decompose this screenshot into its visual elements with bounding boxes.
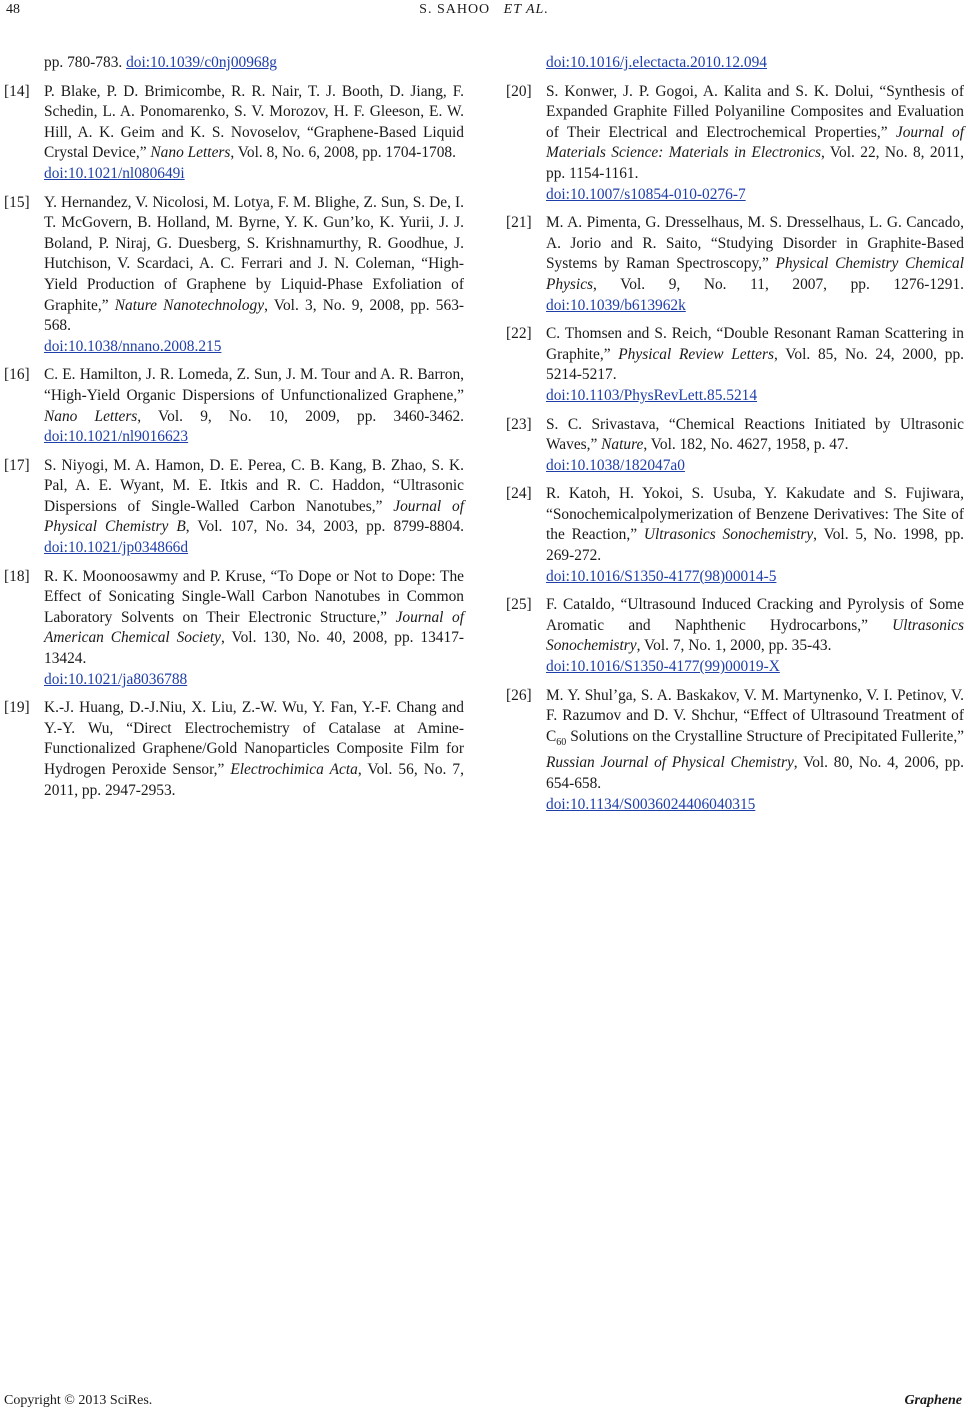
- reference-details: , Vol. 56, No. 7, 2011, pp. 2947-2953.: [44, 761, 464, 799]
- reference-number: [23]: [506, 415, 532, 433]
- reference-details: , Vol. 3, No. 9, 2008, pp. 563-568.: [44, 296, 465, 335]
- reference-number: [16]: [4, 366, 30, 384]
- reference-body: [44, 698, 464, 801]
- journal-name: Physical Chemistry Chemical Physics: [546, 255, 964, 293]
- doi-link[interactable]: doi:10.1039/b613962k: [546, 296, 686, 314]
- reference-body: [546, 82, 964, 206]
- reference-continued-text: pp. 780-783.: [44, 54, 127, 71]
- reference-body: [44, 456, 464, 559]
- reference-number: [24]: [506, 485, 532, 503]
- reference-number: [25]: [506, 596, 532, 614]
- journal-name: Ultrasonics Sonochemistry: [546, 616, 964, 655]
- doi-link[interactable]: doi:10.1134/S0036024406040315: [546, 795, 756, 813]
- reference-details: , Vol. 9, No. 10, 2009, pp. 3460-3462.: [137, 407, 464, 425]
- reference-details: , Vol. 130, No. 40, 2008, pp. 13417-13424.: [44, 629, 465, 668]
- reference-continued: [506, 53, 964, 74]
- reference-22: [506, 324, 964, 406]
- right-column: [506, 53, 964, 823]
- reference-text: M. A. Pimenta, G. Dresselhaus, M. S. Dresselhaus, L. G. Cancado, A. Jorio and R. Saito, “Studying Disorder in Graphite-Based Systems by Raman Spectroscopy,”: [546, 214, 964, 273]
- reference-body: [546, 484, 964, 587]
- reference-19: [4, 698, 464, 801]
- subscript: 60: [556, 736, 567, 748]
- journal-name: Nano Letters: [150, 144, 231, 162]
- reference-21: [506, 213, 964, 316]
- page-header: [0, 2, 968, 24]
- reference-number: [19]: [4, 699, 30, 717]
- doi-link[interactable]: doi:10.1038/182047a0: [546, 456, 685, 474]
- reference-continued: [4, 53, 464, 74]
- doi-link[interactable]: doi:10.1021/ja8036788: [44, 670, 188, 688]
- reference-number: [18]: [4, 567, 30, 585]
- reference-number: [22]: [506, 325, 532, 343]
- reference-15: [4, 193, 464, 358]
- reference-details: , Vol. 8, No. 6, 2008, pp. 1704-1708.: [230, 144, 456, 162]
- reference-details: , Vol. 85, No. 24, 2000, pp. 5214-5217.: [546, 345, 964, 384]
- journal-name: Nature Nanotechnology: [114, 296, 265, 314]
- reference-17: [4, 456, 464, 559]
- reference-18: [4, 567, 464, 691]
- doi-link[interactable]: doi:10.1007/s10854-010-0276-7: [546, 185, 746, 203]
- reference-body: [546, 415, 964, 477]
- doi-link[interactable]: doi:10.1016/j.electacta.2010.12.094: [546, 54, 767, 71]
- journal-name: Ultrasonics Sonochemistry: [643, 526, 814, 544]
- doi-link[interactable]: doi:10.1039/c0nj00968g: [126, 54, 278, 71]
- reference-details: , Vol. 80, No. 4, 2006, pp. 654-658.: [546, 754, 964, 793]
- running-head-authors: S. SAHOO: [419, 2, 491, 17]
- reference-text: S. Konwer, J. P. Gogoi, A. Kalita and S. K. Dolui, “Synthesis of Expanded Graphite Filled Polyaniline Composites and Evaluation of Their Electrical and Electrochemical Properties,”: [546, 82, 964, 141]
- left-column: [4, 53, 464, 809]
- doi-link[interactable]: doi:10.1021/nl9016623: [44, 428, 189, 446]
- reference-text: F. Cataldo, “Ultrasound Induced Cracking and Pyrolysis of Some Aromatic and Naphthenic Hydrocarbons,”: [546, 596, 964, 634]
- reference-text: P. Blake, P. D. Brimicombe, R. R. Nair, T. J. Booth, D. Jiang, F. Schedin, L. A. Ponomarenko, S. V. Morozov, H. F. Gleeson, E. W. Hill, A. K. Geim and K. S. Novoselov, “Graphene-Based Liquid Crystal Device,”: [44, 82, 464, 162]
- journal-name: Nature: [601, 436, 644, 454]
- reference-text-continued: Solutions on the Crystalline Structure of Precipitated Fullerite,”: [566, 727, 964, 745]
- journal-name: Journal of Materials Science: Materials in Electronics: [546, 123, 964, 162]
- reference-number: [20]: [506, 82, 532, 100]
- reference-details: , Vol. 22, No. 8, 2011, pp. 1154-1161.: [546, 144, 964, 182]
- reference-number: [17]: [4, 456, 30, 474]
- reference-body: [546, 324, 964, 406]
- reference-number: [26]: [506, 686, 532, 704]
- reference-text: M. Y. Shul’ga, S. A. Baskakov, V. M. Martynenko, V. I. Petinov, V. F. Razumov and D. V. Shchur, “Effect of Ultrasound Treatment of C: [546, 686, 964, 745]
- reference-text: S. Niyogi, M. A. Hamon, D. E. Perea, C. B. Kang, B. Zhao, S. K. Pal, A. E. Wyant, M. E. Itkis and R. C. Haddon, “Ultrasonic Dispersions of Single-Walled Carbon Nanotubes,”: [44, 456, 464, 515]
- page-number: 48: [6, 2, 20, 17]
- reference-body: [546, 686, 964, 816]
- reference-body: [44, 365, 464, 447]
- copyright-notice: Copyright © 2013 SciRes.: [4, 1393, 153, 1408]
- reference-text: Y. Hernandez, V. Nicolosi, M. Lotya, F. M. Blighe, Z. Sun, S. De, I. T. McGovern, B. Holland, M. Byrne, Y. K. Gun’ko, K. Yurii, J. J. Boland, P. Niraj, G. Duesberg, S. Krishnamurthy, R. Goodhue, J. Hutchison, V. Scardaci, A. C. Ferrari and J. N. Coleman, “High-Yield Production of Graphene by Liquid-Phase Exfoliation of Graphite,”: [44, 193, 464, 314]
- reference-text: K.-J. Huang, D.-J.Niu, X. Liu, Z.-W. Wu, Y. Fan, Y.-F. Chang and Y.-Y. Wu, “Direct Electrochemistry of Catalase at Amine-Functionalized Graphene/Gold Nanoparticles Composite Film for Hydrogen Peroxide Sensor,”: [44, 699, 464, 778]
- reference-number: [14]: [4, 82, 30, 100]
- reference-text: C. Thomsen and S. Reich, “Double Resonant Raman Scattering in Graphite,”: [546, 325, 964, 363]
- journal-name: Nano Letters: [44, 407, 138, 425]
- reference-20: [506, 82, 964, 206]
- reference-details: , Vol. 9, No. 11, 2007, pp. 1276-1291.: [593, 275, 964, 293]
- journal-name: Journal of American Chemical Society: [44, 608, 464, 647]
- doi-link[interactable]: doi:10.1016/S1350-4177(98)00014-5: [546, 567, 777, 585]
- journal-title: Graphene: [904, 1393, 962, 1408]
- reference-25: [506, 595, 964, 677]
- reference-text: R. Katoh, H. Yokoi, S. Usuba, Y. Kakudate and S. Fujiwara, “Sonochemicalpolymerization of Benzene Derivatives: The Site of the Reaction,”: [546, 485, 964, 544]
- reference-16: [4, 365, 464, 447]
- running-head-et-al: ET AL.: [503, 2, 549, 17]
- doi-link[interactable]: doi:10.1103/PhysRevLett.85.5214: [546, 386, 758, 404]
- running-head: [0, 2, 968, 18]
- journal-name: Russian Journal of Physical Chemistry: [546, 754, 794, 772]
- reference-23: [506, 415, 964, 477]
- doi-link[interactable]: doi:10.1021/nl080649i: [44, 164, 185, 182]
- reference-14: [4, 82, 464, 185]
- journal-name: Physical Review Letters: [618, 345, 774, 363]
- doi-link[interactable]: doi:10.1021/jp034866d: [44, 539, 189, 557]
- reference-text: S. C. Srivastava, “Chemical Reactions Initiated by Ultrasonic Waves,”: [546, 415, 964, 454]
- journal-name: Journal of Physical Chemistry B: [44, 497, 464, 536]
- reference-24: [506, 484, 964, 587]
- reference-body: [44, 82, 464, 185]
- reference-body: [44, 567, 464, 691]
- reference-body: [44, 193, 464, 358]
- reference-details: , Vol. 182, No. 4627, 1958, p. 47.: [643, 436, 849, 454]
- reference-number: [15]: [4, 193, 30, 211]
- reference-text: R. K. Moonoosawmy and P. Kruse, “To Dope or Not to Dope: The Effect of Sonicating Single-Wall Carbon Nanotubes in Common Laboratory Solvents on Their Electronic Structure,”: [44, 567, 464, 626]
- reference-26: [506, 686, 964, 816]
- reference-text: C. E. Hamilton, J. R. Lomeda, Z. Sun, J. M. Tour and A. R. Barron, “High-Yield Organic Dispersions of Unfunctionalized Graphene,”: [44, 366, 464, 404]
- doi-link[interactable]: doi:10.1016/S1350-4177(99)00019-X: [546, 658, 780, 676]
- reference-details: , Vol. 7, No. 1, 2000, pp. 35-43.: [636, 637, 832, 655]
- reference-body: [546, 595, 964, 677]
- journal-name: Electrochimica Acta: [230, 761, 358, 778]
- reference-details: , Vol. 107, No. 34, 2003, pp. 8799-8804.: [185, 518, 464, 536]
- doi-link[interactable]: doi:10.1038/nnano.2008.215: [44, 337, 222, 355]
- reference-number: [21]: [506, 214, 532, 232]
- reference-body: [546, 213, 964, 316]
- reference-details: , Vol. 5, No. 1998, pp. 269-272.: [546, 526, 964, 565]
